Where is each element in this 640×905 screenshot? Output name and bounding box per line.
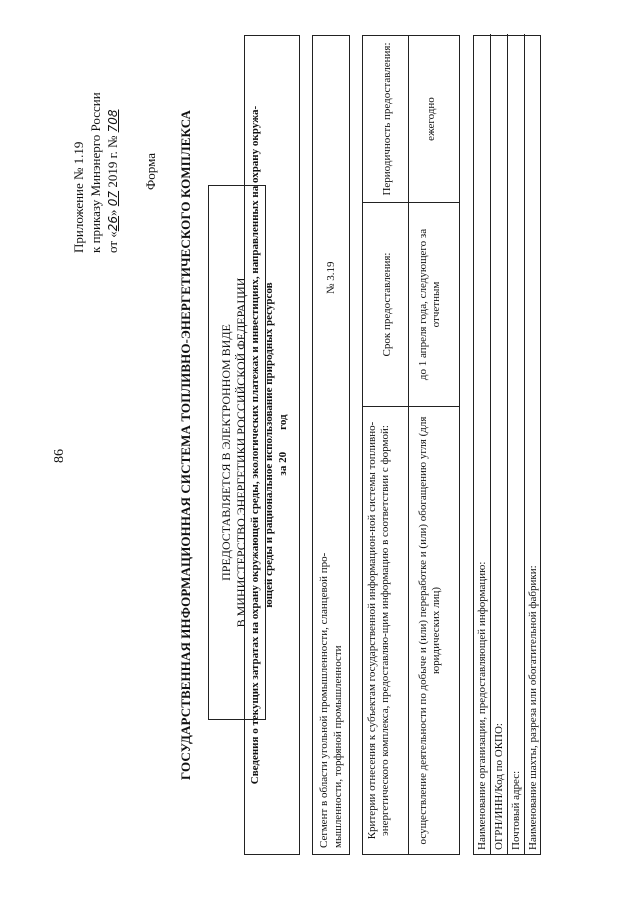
handwritten-order-number: 708 bbox=[106, 109, 120, 133]
segment-number: № 3.19 bbox=[325, 261, 337, 294]
form-label: Форма bbox=[143, 153, 158, 190]
provide-line-2: В МИНИСТЕРСТВО ЭНЕРГЕТИКИ РОССИЙСКОЙ ФЕДЕРАЦИИ bbox=[234, 277, 248, 628]
main-title: ГОСУДАРСТВЕННАЯ ИНФОРМАЦИОННАЯ СИСТЕМА ТОПЛИВНО-ЭНЕРГЕТИЧЕСКОГО КОМПЛЕКСА bbox=[178, 109, 193, 781]
provide-line-1: ПРЕДОСТАВЛЯЕТСЯ В ЭЛЕКТРОННОМ ВИДЕ bbox=[219, 324, 233, 581]
deadline-header: Срок предоставления: bbox=[363, 202, 409, 406]
frequency-value: ежегодно bbox=[425, 97, 437, 141]
deadline-value: до 1 апреля года, следующего за отчетным bbox=[409, 202, 459, 406]
handwritten-month: 07 bbox=[106, 190, 120, 207]
report-title-box bbox=[244, 35, 300, 855]
frequency-header: Периодичность предоставления: bbox=[363, 36, 409, 202]
report-line-2: ющей среды и рациональное использование природных ресурсов bbox=[263, 282, 275, 608]
segment-text: Сегмент в области угольной промышленности, сланцевой про-мышленности, торфяной промышленности bbox=[318, 552, 344, 848]
segment-box bbox=[312, 35, 350, 855]
org-name-field[interactable]: Наименование организации, предоставляющей информацию: bbox=[474, 34, 491, 854]
appendix-line-2: к приказу Минэнерго России bbox=[88, 92, 103, 253]
appendix-line-1: Приложение № 1.19 bbox=[71, 141, 86, 253]
page-number: 86 bbox=[52, 449, 67, 463]
facility-name-field[interactable]: Наименование шахты, разреза или обогатительной фабрики: bbox=[527, 565, 539, 850]
organization-fields bbox=[473, 35, 541, 855]
org-ids-field[interactable]: ОГРН/ИНН/Код по ОКПО: bbox=[491, 34, 508, 854]
postal-address-field[interactable]: Почтовый адрес: bbox=[508, 34, 525, 854]
appendix-header bbox=[70, 33, 122, 253]
criteria-header: Критерии отнесения к субъектам государственной информацион-ной системы топливно-энергетического комплекса, предоставляю-щим информацию в соответствии с формой: bbox=[363, 406, 409, 854]
report-line-3: за 20 год bbox=[277, 414, 289, 476]
criteria-table bbox=[362, 35, 460, 855]
report-line-1: Сведения о текущих затратах на охрану окружающей среды, экологических платежах и инвестициях, направленных на охрану окружа- bbox=[249, 105, 261, 785]
appendix-line-3: от «26» 07 2019 г. № 708 bbox=[105, 109, 120, 253]
handwritten-day: 26 bbox=[106, 215, 120, 232]
criteria-value: осуществление деятельности по добыче и (или) переработке и (или) обогащению угля (для юридических лиц) bbox=[409, 406, 459, 854]
